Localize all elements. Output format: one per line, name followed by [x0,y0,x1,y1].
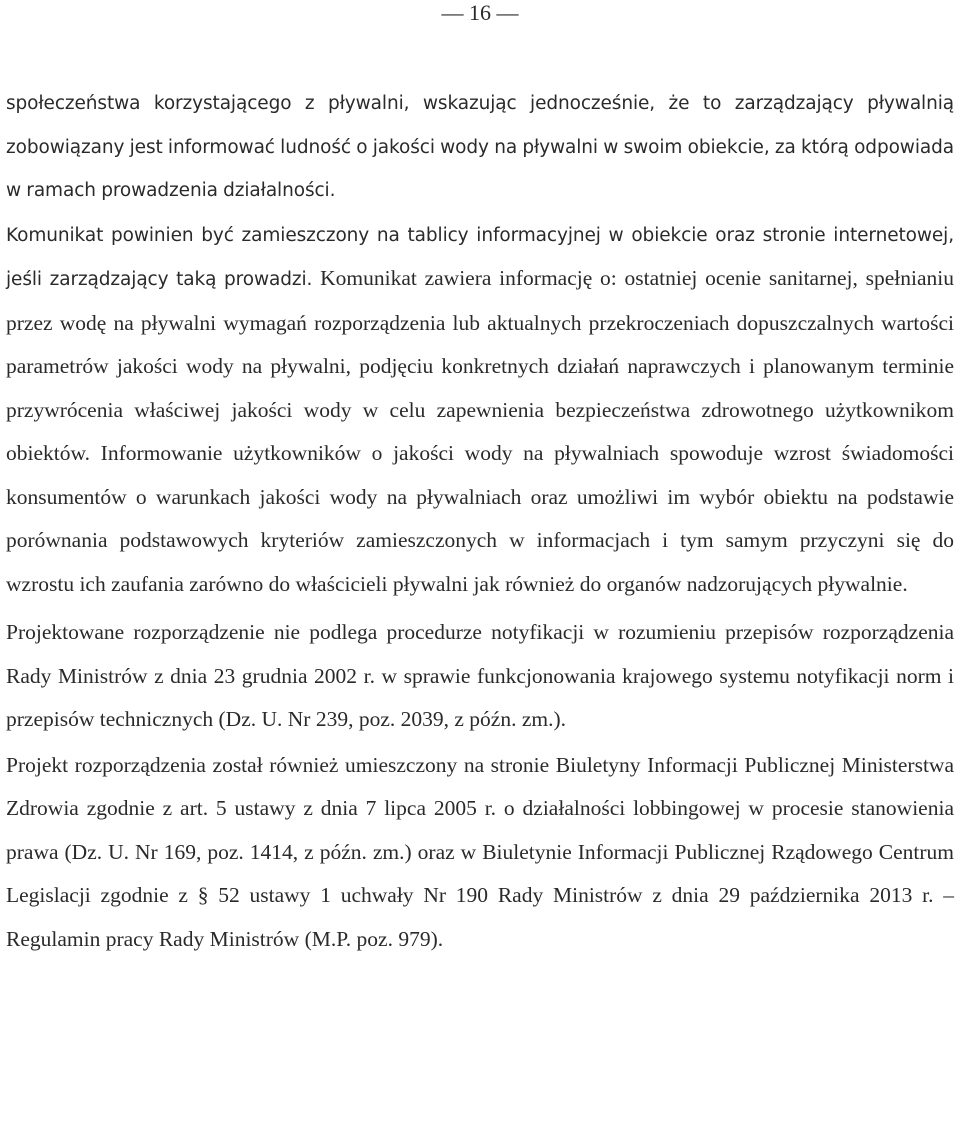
page-number: — 16 — [441,0,519,25]
paragraph-pool-users-information: społeczeństwa korzystającego z pływalni, wskazując jednocześnie, że to zarządzający pływalnią zobowiązany jest informować ludność o jakości wody na pływalni w swoim obiekcie, za którą odpowiada w ramach prowadzenia działalności. [6,93,954,201]
paragraph-notice-content [6,213,954,607]
document-body [6,82,954,961]
paragraph-publication-bip: Projekt rozporządzenia został również umieszczony na stronie Biuletyny Informacji Publicznej Ministerstwa Zdrowia zgodnie z art. 5 ustawy z dnia 7 lipca 2005 r. o działalności lobbingowej w procesie stanowienia prawa (Dz. U. Nr 169, poz. 1414, z późn. zm.) oraz w Biuletynie Informacji Publicznej Rządowego Centrum Legislacji zgodnie z § 52 ustawy 1 uchwały Nr 190 Rady Ministrów z dnia 29 października 2013 r. – Regulamin pracy Rady Ministrów (M.P. poz. 979). [6,752,954,951]
paragraph-notification-procedure: Projektowane rozporządzenie nie podlega procedurze notyfikacji w rozumieniu przepisów rozporządzenia Rady Ministrów z dnia 23 grudnia 2002 r. w sprawie funkcjonowania krajowego systemu notyfikacji norm i przepisów technicznych (Dz. U. Nr 239, poz. 2039, z późn. zm.). [6,620,954,731]
notice-location-text: Komunikat powinien być zamieszczony na tablicy informacyjnej w obiekcie oraz stronie internetowej, jeśli zarządzający taką prowadzi. [6,224,954,290]
notice-content-text: Komunikat zawiera informację o: ostatniej ocenie sanitarnej, spełnianiu przez wodę na pływalni wymagań rozporządzenia lub aktualnych przekroczeniach dopuszczalnych wartości parametrów jakości wody na pływalni, podjęciu konkretnych działań naprawczych i planowanym terminie przywrócenia właściwej jakości wody w celu zapewnienia bezpieczeństwa zdrowotnego użytkownikom obiektów. Informowanie użytkowników o jakości wody na pływalniach spowoduje wzrost świadomości konsumentów o warunkach jakości wody na pływalniach oraz umożliwi im wybór obiektu na podstawie porównania podstawowych kryteriów zamieszczonych w informacjach i tym samym przyczyni się do wzrostu ich zaufania zarówno do właścicieli pływalni jak również do organów nadzorujących pływalnie. [6,266,955,596]
